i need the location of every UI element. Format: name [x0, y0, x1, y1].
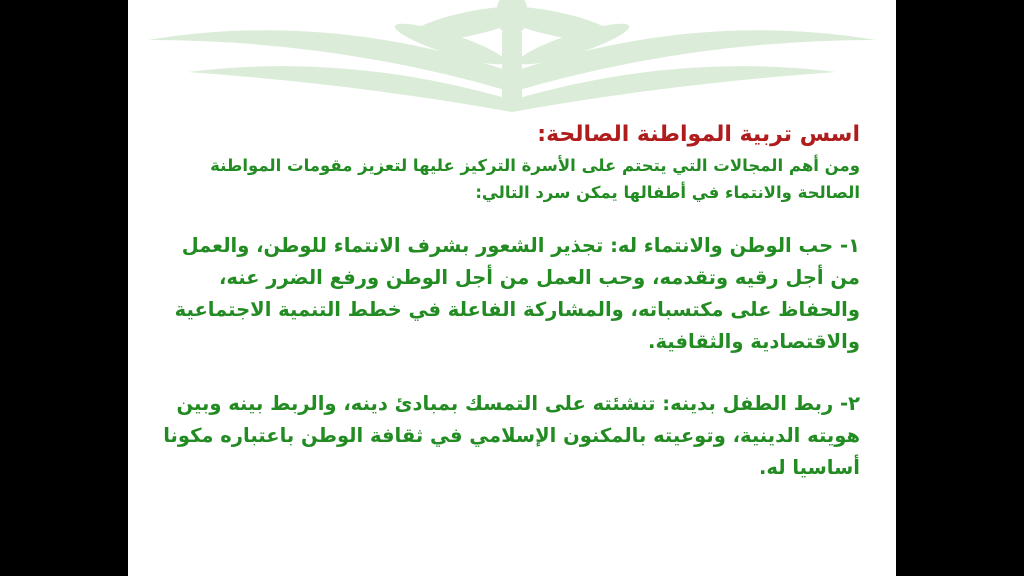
slide: [128, 0, 896, 576]
point-love-of-homeland: ١- حب الوطن والانتماء له: تجذير الشعور بشرف الانتماء للوطن، والعمل من أجل رقيه وتقدمه، وحب العمل من أجل الوطن ورفع الضرر عنه، والحفاظ على مكتسباته، والمشاركة الفاعلة في خطط التنمية الاجتماعية والاقتصادية والثقافية.: [174, 234, 860, 353]
point-religion: ٢- ربط الطفل بدينه: تنشئته على التمسك بمبادئ دينه، والربط بينه وبين هويته الدينية، وتوعيته بالمكنون الإسلامي في ثقافة الوطن باعتباره مكونا أساسيا له.: [163, 392, 860, 479]
intro-text: ومن أهم المجالات التي يتحتم على الأسرة التركيز عليها لتعزيز مقومات المواطنة الصالحة والانتماء في أطفالها يمكن سرد التالي:: [210, 156, 860, 202]
slide-title: اسس تربية المواطنة الصالحة:: [537, 122, 860, 147]
palm-and-swords-emblem-icon: [128, 0, 896, 120]
slide-content: [158, 118, 860, 484]
